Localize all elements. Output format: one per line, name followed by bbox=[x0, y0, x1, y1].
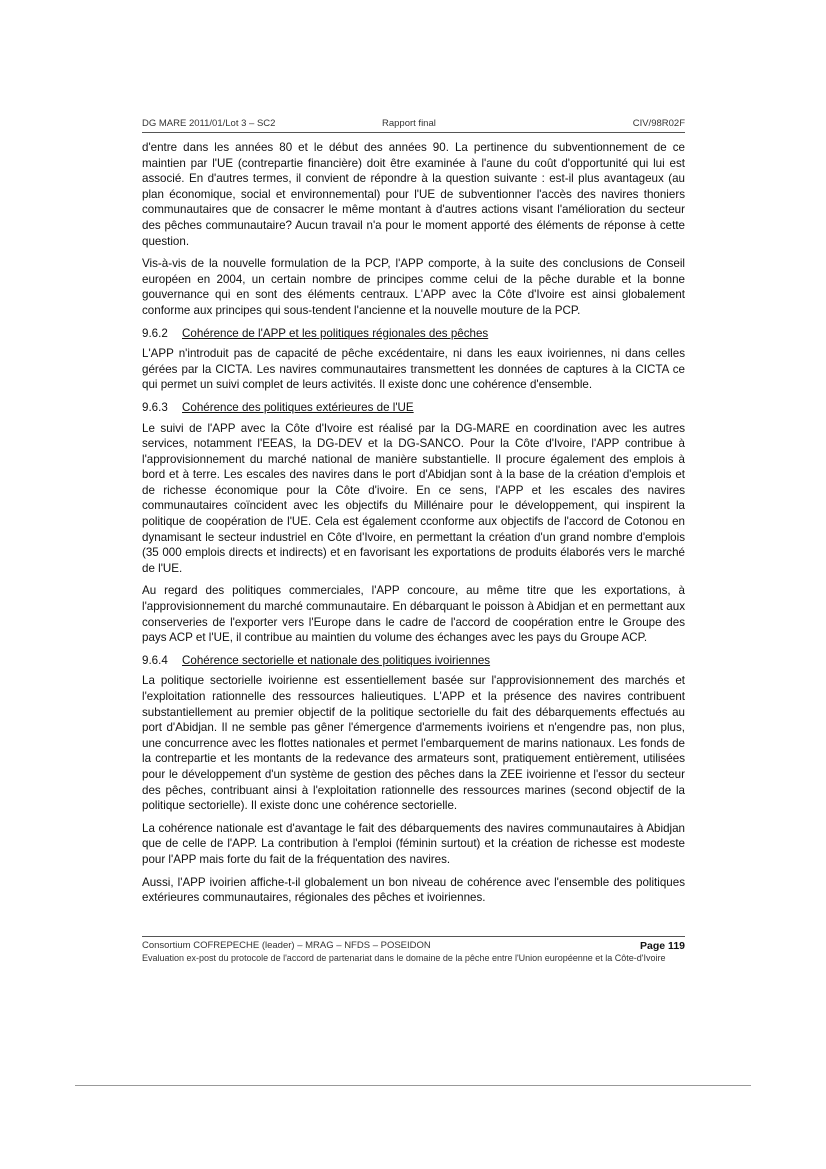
footer-first-line bbox=[142, 940, 685, 953]
paragraph: Au regard des politiques commerciales, l'APP concoure, au même titre que les exportations, à l'approvisionnement du marché communautaire. En débarquant le poisson à Abidjan et en permettant aux conserveries de l'exporter vers l'Europe dans le cadre de l'accord de coopération entre le Groupe des pays ACP et l'UE, il contribue au maintien du volume des échanges avec les pays du Groupe ACP. bbox=[142, 584, 685, 645]
section-number: 9.6.2 bbox=[142, 326, 168, 340]
page-body bbox=[142, 140, 685, 913]
section-title: Cohérence sectorielle et nationale des politiques ivoiriennes bbox=[182, 653, 491, 667]
section-number: 9.6.3 bbox=[142, 400, 168, 414]
page-number: Page 119 bbox=[640, 940, 685, 952]
section-title: Cohérence des politiques extérieures de l'UE bbox=[182, 400, 414, 414]
footer-consortium: Consortium COFREPECHE (leader) – MRAG – NFDS – POSEIDON bbox=[142, 940, 431, 951]
section-heading-9-6-2 bbox=[142, 326, 685, 342]
section-heading-9-6-4 bbox=[142, 653, 685, 669]
section-heading-9-6-3 bbox=[142, 400, 685, 416]
paragraph: L'APP n'introduit pas de capacité de pêche excédentaire, ni dans les eaux ivoiriennes, ni dans celles gérées par la CICTA. Les navires communautaires transmettent les données de captures à la CICTA ce qui permet un suivi complet de leurs activités. Il existe donc une cohérence d'ensemble. bbox=[142, 347, 685, 392]
header-reference: DG MARE 2011/01/Lot 3 – SC2 bbox=[142, 118, 276, 129]
footer-subtitle: Evaluation ex-post du protocole de l'accord de partenariat dans le domaine de la pêche entre l'Union européenne et la Côte-d'Ivoire bbox=[142, 953, 666, 963]
page-header bbox=[142, 118, 685, 133]
page-bottom-divider bbox=[75, 1085, 751, 1086]
paragraph: La cohérence nationale est d'avantage le fait des débarquements des navires communautaires à Abidjan que de celle de l'APP. La contribution à l'emploi (féminin surtout) et la création de richesse est modeste pour l'APP mais forte du fait de la fréquentation des navires. bbox=[142, 821, 685, 866]
header-report-type: Rapport final bbox=[382, 118, 436, 129]
section-number: 9.6.4 bbox=[142, 653, 168, 667]
paragraph: d'entre dans les années 80 et le début des années 90. La pertinence du subventionnement de ce maintien par l'UE (contrepartie financière) doit être examinée à l'aune du coût d'opportunité qui lui est associé. En d'autres termes, il convient de répondre à la question suivante : est-il plus avantageux (au plan économique, social et environnemental) pour l'UE de subventionner l'accès des navires thoniers communautaires que de consacrer le même montant à d'autres actions visant l'amélioration du secteur des pêches communautaire? Aucun travail n'a pour le moment apporté des éléments de réponse à cette question. bbox=[142, 141, 685, 248]
paragraph: La politique sectorielle ivoirienne est essentiellement basée sur l'approvisionnement des marchés et l'exploitation rationnelle des ressources halieutiques. L'APP et la présence des navires contribuent substantiellement au premier objectif de la politique sectorielle du fait des débarquements effectués au port d'Abidjan. Il ne semble pas gêner l'émergence d'armements ivoiriens et n'engendre pas, non plus, une concurrence avec les flottes nationales et permet l'embarquement de marins nationaux. Les fonds de la contrepartie et les montants de la redevance des armateurs sont, pratiquement entièrement, utilisées pour le développement d'un système de gestion des pêches dans la ZEE ivoirienne et l'essor du secteur des pêches, contribuant ainsi à l'exploitation rationnelle des ressources marines (second objectif de la politique sectorielle). Il existe donc une cohérence sectorielle. bbox=[142, 674, 685, 813]
paragraph: Aussi, l'APP ivoirien affiche-t-il globalement un bon niveau de cohérence avec l'ensemble des politiques extérieures communautaires, régionales des pêches et ivoiriennes. bbox=[142, 875, 685, 905]
header-code: CIV/98R02F bbox=[632, 118, 685, 129]
paragraph: Vis-à-vis de la nouvelle formulation de la PCP, l'APP comporte, à la suite des conclusions de Conseil européen en 2004, un certain nombre de principes comme celui de la pêche durable et la bonne gouvernance qui en sont des éléments centraux. L'APP avec la Côte d'Ivoire est ainsi globalement conforme aux principes qui sous-tendent l'ancienne et la nouvelle mouture de la PCP. bbox=[142, 257, 685, 317]
page-footer bbox=[142, 936, 685, 963]
paragraph: Le suivi de l'APP avec la Côte d'Ivoire est réalisé par la DG-MARE en coordination avec les autres services, notamment l'EEAS, la DG-DEV et la DG-SANCO. Pour la Côte d'Ivoire, l'APP contribue à l'approvisionnement du marché national de manière substantielle. Il procure également des emplois à bord et à terre. Les escales des navires dans le port d'Abidjan sont à la base de la création d'emplois et de richesse économique pour la Côte d'ivoire. En ce sens, l'APP et les escales des navires communautaires coïncident avec les objectifs du Millénaire pour le développement, qui inspirent la politique de coopération de l'UE. Cela est également cconforme aux objectifs de l'accord de Cotonou en dynamisant le secteur industriel en Côte d'Ivoire, en permettant la création d'un grand nombre d'emplois (35 000 emplois directs et indirects) et en favorisant les exportations de produits élaborés vers le marché de l'UE. bbox=[142, 421, 685, 575]
section-title: Cohérence de l'APP et les politiques régionales des pêches bbox=[182, 326, 489, 340]
